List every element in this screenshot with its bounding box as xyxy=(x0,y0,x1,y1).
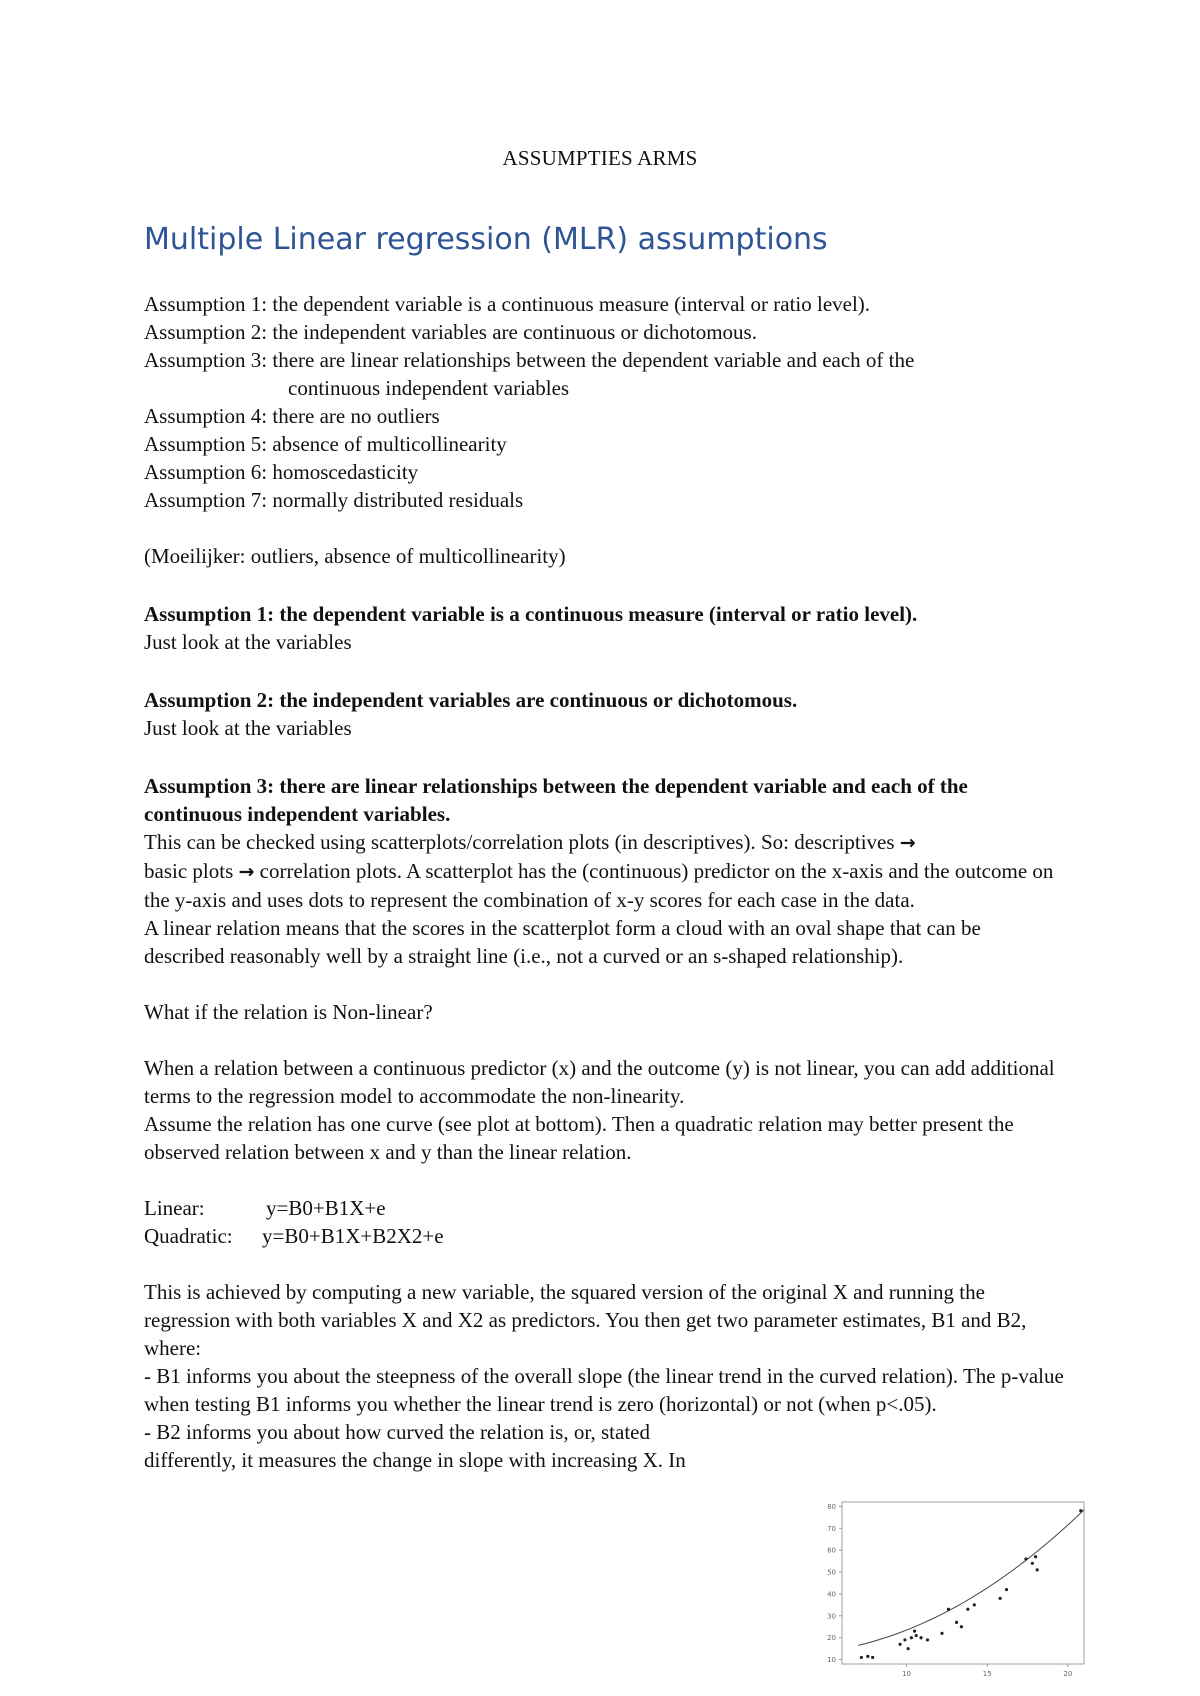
section-paragraph: Assume the relation has one curve (see plot at bottom). Then a quadratic relation may better present the observed relation between x and y than the linear relation. xyxy=(144,1112,1014,1164)
section-paragraph: This is achieved by computing a new variable, the squared version of the original X and running the regression with both variables X and X2 as predictors. You then get two parameter estimates, B1 and B2, where: xyxy=(144,1280,1027,1360)
assumption-list xyxy=(144,290,1064,514)
section-title-assumption-1: Assumption 1: the dependent variable is a continuous measure (interval or ratio level). xyxy=(144,602,918,626)
scatter-point xyxy=(1036,1568,1039,1571)
scatter-point xyxy=(940,1632,943,1635)
scatter-point xyxy=(1024,1557,1027,1560)
scatter-point xyxy=(860,1656,863,1659)
y-tick-label: 10 xyxy=(827,1656,836,1665)
list-item: Assumption 4: there are no outliers xyxy=(144,404,440,428)
section-title-assumption-2: Assumption 2: the independent variables are continuous or dichotomous. xyxy=(144,688,798,712)
section-paragraph: When a relation between a continuous predictor (x) and the outcome (y) is not linear, you can add additional terms to the regression model to accommodate the non-linearity. xyxy=(144,1056,1055,1108)
page-title: Multiple Linear regression (MLR) assumptions xyxy=(144,222,828,257)
document-header: ASSUMPTIES ARMS xyxy=(502,146,698,170)
document-body xyxy=(144,290,1064,1474)
list-item: Assumption 3: there are linear relationships between the dependent variable and each of the xyxy=(144,348,915,372)
scatter-point xyxy=(1079,1509,1082,1512)
scatter-point xyxy=(913,1630,916,1633)
scatter-point xyxy=(915,1634,918,1637)
section-paragraph: A linear relation means that the scores in the scatterplot form a cloud with an oval shape that can be described reasonably well by a straight line (i.e., not a curved or an s-shaped relationship). xyxy=(144,916,981,968)
scatter-point xyxy=(926,1638,929,1641)
section-title-assumption-3: Assumption 3: there are linear relationships between the dependent variable and each of the continuous independent variables. xyxy=(144,774,968,826)
scatter-point xyxy=(1005,1588,1008,1591)
section-body-assumption-1: Just look at the variables xyxy=(144,630,352,654)
b1-explanation: - B1 informs you about the steepness of the overall slope (the linear trend in the curved relation). The p-value when testing B1 informs you whether the linear trend is zero (horizontal) or not (when p<.05). xyxy=(144,1364,1064,1416)
scatter-point xyxy=(907,1647,910,1650)
scatter-point xyxy=(1031,1562,1034,1565)
scatter-point xyxy=(973,1603,976,1606)
list-item: Assumption 5: absence of multicollinearity xyxy=(144,432,507,456)
difficulty-note: (Moeilijker: outliers, absence of multicollinearity) xyxy=(144,544,566,568)
scatter-point xyxy=(960,1625,963,1628)
scatter-plot xyxy=(806,1490,1096,1690)
scatter-point xyxy=(999,1597,1002,1600)
scatter-point xyxy=(866,1655,869,1658)
scatter-point xyxy=(910,1636,913,1639)
x-tick-label: 20 xyxy=(1063,1670,1073,1678)
x-tick-label: 10 xyxy=(902,1670,911,1678)
arrow-right-icon: → xyxy=(899,832,916,854)
y-tick-label: 50 xyxy=(827,1568,836,1577)
y-tick-label: 70 xyxy=(827,1524,836,1533)
scatter-point xyxy=(966,1608,969,1611)
y-tick-label: 30 xyxy=(827,1612,836,1621)
section-body-assumption-2: Just look at the variables xyxy=(144,716,352,740)
fit-curve xyxy=(858,1510,1084,1645)
x-tick-label: 15 xyxy=(982,1670,992,1678)
y-tick-label: 40 xyxy=(827,1590,836,1599)
b2-explanation: - B2 informs you about how curved the relation is, or, stated differently, it measures the change in slope with increasing X. In xyxy=(144,1420,686,1472)
y-tick-label: 80 xyxy=(827,1502,836,1511)
scatter-point xyxy=(947,1608,950,1611)
scatter-point xyxy=(955,1621,958,1624)
list-item: Assumption 6: homoscedasticity xyxy=(144,460,419,484)
y-tick-label: 60 xyxy=(827,1546,836,1555)
formula-linear: Linear: y=B0+B1X+e xyxy=(144,1196,386,1220)
section-paragraph: This can be checked using scatterplots/correlation plots (in descriptives). So: descriptives → basic plots → correlation plots. A scatterplot has the (continuous) predictor on the x-axis and the outcome on the y-axis and uses dots to represent the combination of x-y scores for each case in the data. xyxy=(144,830,1054,912)
scatter-point xyxy=(903,1638,906,1641)
scatter-point xyxy=(919,1636,922,1639)
y-tick-label: 20 xyxy=(827,1634,836,1643)
list-item: Assumption 2: the independent variables are continuous or dichotomous. xyxy=(144,320,757,344)
formula-quadratic: Quadratic: y=B0+B1X+B2X2+e xyxy=(144,1224,444,1248)
scatter-point xyxy=(898,1643,901,1646)
scatter-point xyxy=(1034,1555,1037,1558)
list-item-continuation: continuous independent variables xyxy=(288,376,570,400)
list-item: Assumption 7: normally distributed residuals xyxy=(144,488,524,512)
arrow-right-icon: → xyxy=(238,861,255,883)
section-question: What if the relation is Non-linear? xyxy=(144,1000,433,1024)
list-item: Assumption 1: the dependent variable is a continuous measure (interval or ratio level). xyxy=(144,292,871,316)
scatter-point xyxy=(871,1656,874,1659)
